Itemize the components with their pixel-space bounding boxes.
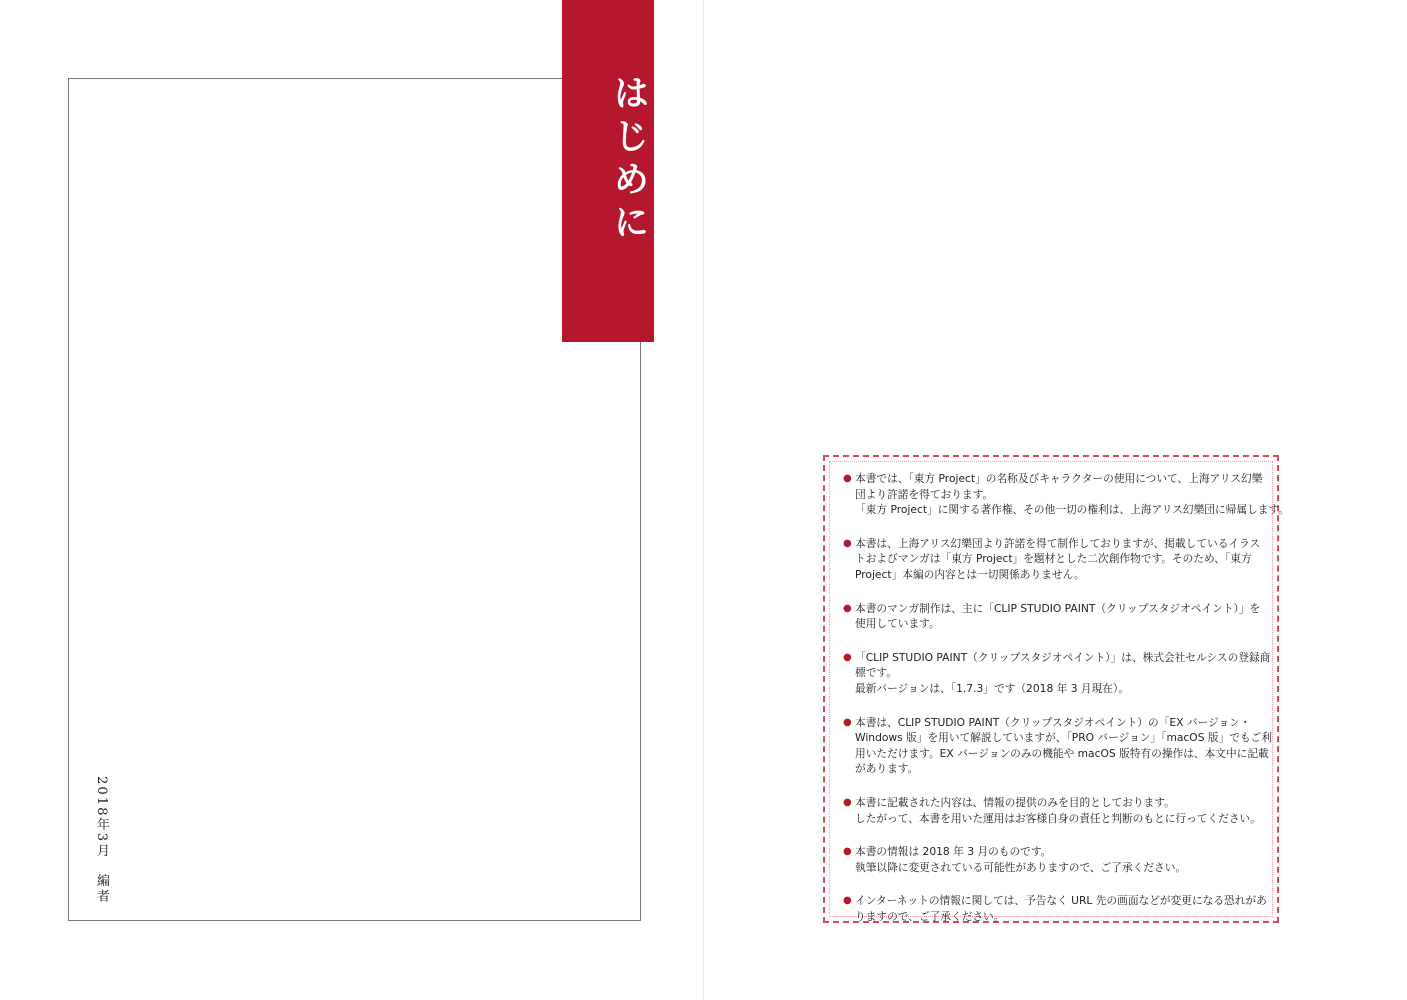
notice-line: 用いただけます。EX バージョンのみの機能や macOS 版特有の操作は、本文中に記載 xyxy=(855,746,1269,760)
bullet-icon: ● xyxy=(843,602,852,614)
notice-box xyxy=(823,455,1289,923)
bullet-icon: ● xyxy=(843,716,852,728)
notice-item xyxy=(843,471,1289,518)
notice-line: トおよびマンガは「東方 Project」を題材とした二次創作物です。そのため、「東方 xyxy=(855,552,1252,566)
bullet-icon: ● xyxy=(843,537,852,549)
notice-line: りますので、ご了承ください。 xyxy=(855,909,1005,923)
notice-line: 使用しています。 xyxy=(855,617,940,631)
notice-line: したがって、本書を用いた運用はお客様自身の責任と判断のもとに行ってください。 xyxy=(855,811,1261,825)
notice-line: Windows 版」を用いて解説していますが、「PRO バージョン」「macOS 版」でもご利 xyxy=(855,731,1273,745)
notice-line: 本書に記載された内容は、情報の提供のみを目的としております。 xyxy=(855,795,1175,809)
notice-line: があります。 xyxy=(855,762,919,776)
notice-item xyxy=(843,893,1273,924)
notice-item xyxy=(843,650,1273,697)
notice-item xyxy=(843,536,1273,583)
notice-line: インターネットの情報に関しては、予告なく URL 先の画面などが変更になる恐れがあ xyxy=(855,894,1267,908)
bullet-icon: ● xyxy=(843,895,852,907)
bullet-icon: ● xyxy=(843,846,852,858)
notice-item xyxy=(843,795,1273,826)
notice-line: 標です。 xyxy=(855,666,897,680)
notice-list xyxy=(843,471,1289,942)
notice-line: 本書では、「東方 Project」の名称及びキャラクターの使用について、上海アリス幻樂 xyxy=(855,472,1263,485)
page-title: はじめに xyxy=(608,74,649,246)
notice-line: 本書の情報は 2018 年 3 月のものです。 xyxy=(855,845,1052,859)
notice-item xyxy=(843,715,1273,777)
bullet-icon: ● xyxy=(843,651,852,663)
notice-line: 最新バージョンは、「1.7.3」です（2018 年 3 月現在）。 xyxy=(855,681,1130,695)
notice-line: 「東方 Project」に関する著作権、その他一切の権利は、上海アリス幻樂団に帰属します。 xyxy=(855,503,1289,517)
title-band xyxy=(562,0,654,342)
colophon: 2018年3月 編者 xyxy=(94,776,109,904)
notice-line: Project」本編の内容とは一切関係ありません。 xyxy=(855,567,1085,581)
notice-item xyxy=(843,601,1273,632)
notice-line: 本書は、CLIP STUDIO PAINT（クリップスタジオペイント）の「EX バージョン・ xyxy=(855,715,1251,729)
notice-line: 団より許諾を得ております。 xyxy=(855,487,994,501)
notice-line: 「CLIP STUDIO PAINT（クリップスタジオペイント）」は、株式会社セルシスの登録商 xyxy=(855,650,1271,664)
text-frame xyxy=(68,78,641,921)
left-page xyxy=(0,0,703,1000)
notice-line: 本書のマンガ制作は、主に「CLIP STUDIO PAINT（クリップスタジオペイント）」を xyxy=(855,601,1261,615)
bullet-icon: ● xyxy=(843,796,852,808)
bullet-icon: ● xyxy=(843,473,852,484)
notice-line: 本書は、上海アリス幻樂団より許諾を得て制作しておりますが、掲載しているイラス xyxy=(855,536,1261,550)
notice-line: 執筆以降に変更されている可能性がありますので、ご了承ください。 xyxy=(855,860,1187,874)
notice-item xyxy=(843,844,1273,875)
